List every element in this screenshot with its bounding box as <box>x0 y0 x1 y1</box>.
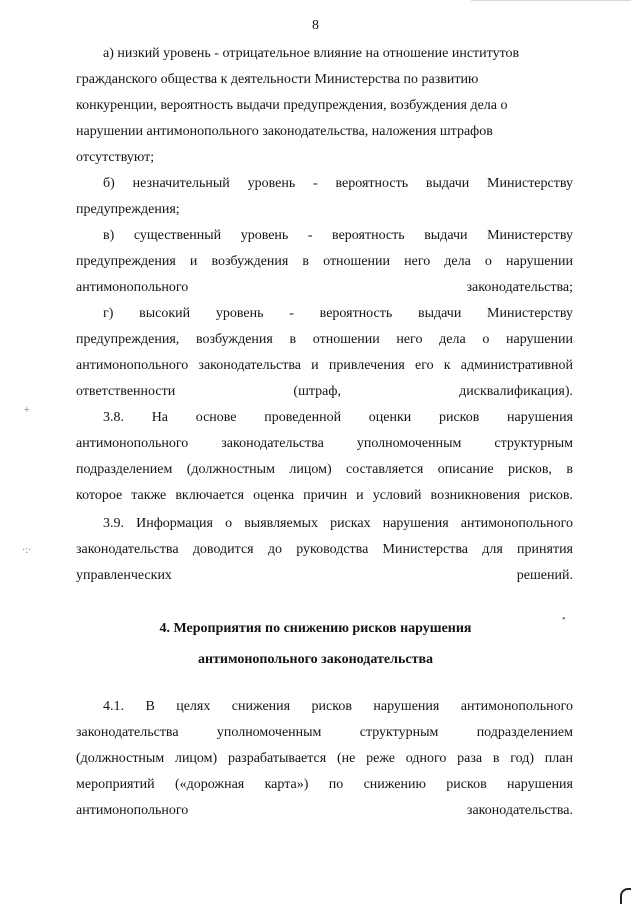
text-line: предупреждения, возбуждения в отношении него дела о нарушении <box>76 332 573 347</box>
scan-artifact-line <box>471 0 631 1</box>
text-line: которое также включается оценка причин и условий возникновения рисков. <box>76 488 573 503</box>
page-number: 8 <box>312 18 319 33</box>
text-line: в) существенный уровень - вероятность выдачи Министерству <box>103 228 573 243</box>
text-line: г) высокий уровень - вероятность выдачи Министерству <box>103 306 573 321</box>
section-heading-line: 4. Мероприятия по снижению рисков нарушения <box>159 621 472 636</box>
text-line: а) низкий уровень - отрицательное влияние на отношение институтов <box>103 46 520 61</box>
text-line: (должностным лицом) разрабатывается (не реже одного раза в год) план <box>76 751 573 766</box>
section-heading <box>0 616 631 673</box>
scan-edge-mark <box>620 888 631 904</box>
text-line: подразделением (должностным лицом) составляется описание рисков, в <box>76 462 573 477</box>
paragraph-risk-level-significant <box>76 223 573 301</box>
text-line: 4.1. В целях снижения рисков нарушения антимонопольного <box>103 699 573 714</box>
text-line: отсутствуют; <box>76 150 155 165</box>
paragraph-4-1 <box>76 694 573 824</box>
section-heading-line: антимонопольного законодательства <box>197 652 434 667</box>
text-line: антимонопольного законодательства. <box>76 803 573 818</box>
scan-speck: ·:· <box>22 545 32 556</box>
text-line: конкуренции, вероятность выдачи предупреждения, возбуждения дела о <box>76 98 508 113</box>
scan-speck: • <box>562 614 566 625</box>
text-line: предупреждения и возбуждения в отношении него дела о нарушении <box>76 254 573 269</box>
scan-speck: + <box>24 405 30 416</box>
text-line: законодательства доводится до руководства Министерства для принятия <box>76 542 573 557</box>
paragraph-risk-level-low <box>76 41 573 171</box>
text-line: законодательства уполномоченным структурным подразделением <box>76 725 573 740</box>
text-line: предупреждения; <box>76 202 180 217</box>
text-line: управленческих решений. <box>76 568 573 583</box>
text-line: 3.8. На основе проведенной оценки рисков нарушения <box>103 410 573 425</box>
text-line: нарушении антимонопольного законодательства, наложения штрафов <box>76 124 493 139</box>
paragraph-risk-level-minor <box>76 171 573 223</box>
paragraph-risk-level-high <box>76 301 573 405</box>
text-line: б) незначительный уровень - вероятность выдачи Министерству <box>103 176 573 191</box>
text-line: ответственности (штраф, дисквалификация). <box>76 384 573 399</box>
text-line: антимонопольного законодательства и привлечения его к административной <box>76 358 573 373</box>
paragraph-3-8 <box>76 405 573 509</box>
text-line: гражданского общества к деятельности Министерства по развитию <box>76 72 479 87</box>
text-line: мероприятий («дорожная карта») по снижению рисков нарушения <box>76 777 573 792</box>
text-line: антимонопольного законодательства уполномоченным структурным <box>76 436 573 451</box>
text-line: антимонопольного законодательства; <box>76 280 573 295</box>
paragraph-3-9 <box>76 511 573 589</box>
text-line: 3.9. Информация о выявляемых рисках нарушения антимонопольного <box>103 516 573 531</box>
